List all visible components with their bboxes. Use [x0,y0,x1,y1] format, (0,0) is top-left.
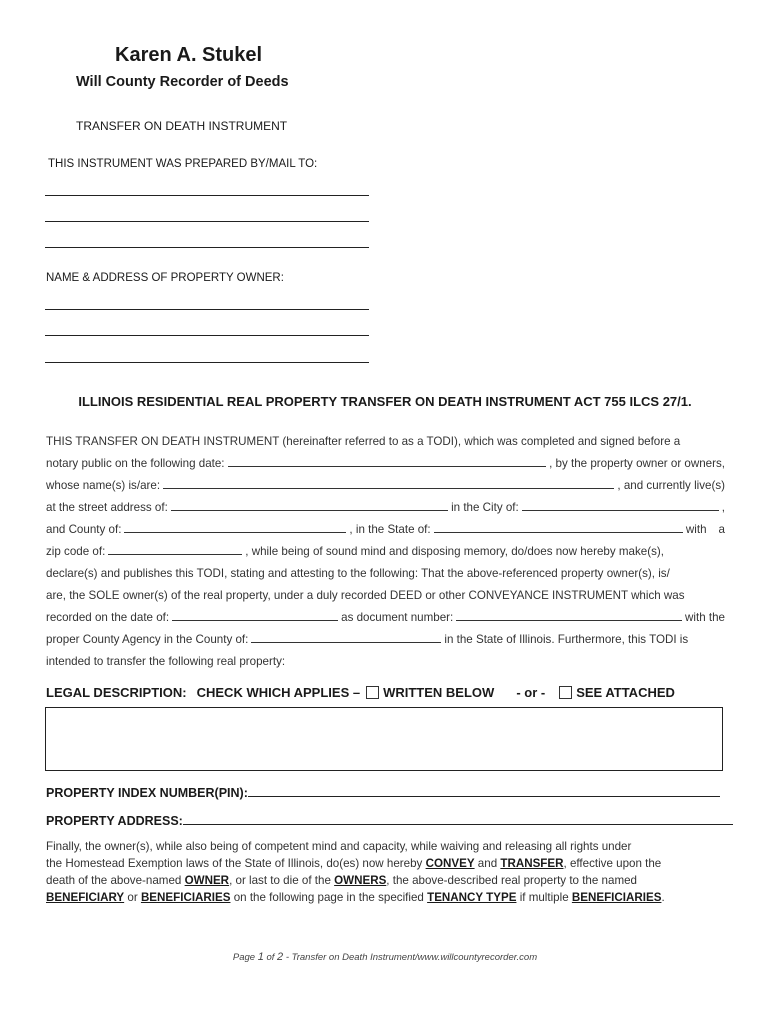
recorder-name: Karen A. Stukel [115,44,263,66]
closing-paragraph: Finally, the owner(s), while also being of competent mind and capacity, while waiving and releasing all rights under the Homestead Exemption laws of the State of Illinois, do(es) now hereby CONVEY and TRANSFER, effective upon the death of the above-named OWNER, or last to die of the OWNERS, the above-described real property to the named BENEFICIARY or BENEFICIARIES on the following page in the specified TENANCY TYPE if multiple BENEFICIARIES. [46,840,665,904]
see-attached-checkbox[interactable] [559,686,572,699]
agency-county-field[interactable] [251,642,441,643]
page-total: 2 [277,951,284,963]
pin-row [46,786,720,800]
page-number: 1 [257,951,264,963]
pin-field[interactable] [248,796,720,797]
body-line: THIS TRANSFER ON DEATH INSTRUMENT (hereinafter referred to as a TODI), which was completed and signed before a [46,435,681,448]
prepared-by-line-3[interactable] [45,247,369,248]
legal-description-box[interactable] [45,707,723,771]
recorder-office: Will County Recorder of Deeds [76,74,289,90]
owner-line-3[interactable] [45,362,369,363]
address-row [46,814,733,828]
body-line: recorded on the date of: as document number: with the [46,611,725,624]
property-owner-label: NAME & ADDRESS OF PROPERTY OWNER: [46,272,284,284]
or-separator: - or - [516,685,546,700]
prepared-by-line-2[interactable] [45,221,369,222]
property-address-field[interactable] [183,824,733,825]
page-footer: Page 1 of 2 - Transfer on Death Instrument/www.willcountyrecorder.com [232,951,538,963]
written-below-label: WRITTEN BELOW [383,685,495,700]
body-line: intended to transfer the following real property: [46,655,286,668]
county-field[interactable] [124,532,346,533]
act-title: ILLINOIS RESIDENTIAL REAL PROPERTY TRANSFER ON DEATH INSTRUMENT ACT 755 ILCS 27/1. [78,394,692,409]
owner-line-1[interactable] [45,309,369,310]
document-number-field[interactable] [456,620,682,621]
city-field[interactable] [522,510,719,511]
owner-names-field[interactable] [163,488,614,489]
pin-label: PROPERTY INDEX NUMBER(PIN): [46,786,248,800]
street-address-field[interactable] [171,510,448,511]
property-address-label: PROPERTY ADDRESS: [46,814,183,828]
body-line: at the street address of: in the City of: , [46,501,725,514]
body-line: whose name(s) is/are: , and currently live(s) [46,479,725,492]
see-attached-label: SEE ATTACHED [576,685,675,700]
owner-line-2[interactable] [45,335,369,336]
prepared-by-line-1[interactable] [45,195,369,196]
zip-code-field[interactable] [108,554,242,555]
state-field[interactable] [434,532,683,533]
body-line: notary public on the following date: , by the property owner or owners, [46,457,725,470]
body-line: and County of: , in the State of: with a [46,523,725,536]
body-line: are, the SOLE owner(s) of the real property, under a duly recorded DEED or other CONVEYANCE INSTRUMENT which was [46,589,685,602]
body-line: proper County Agency in the County of: in the State of Illinois. Furthermore, this TODI is [46,633,689,646]
legal-description-label: LEGAL DESCRIPTION: [46,685,187,700]
prepared-by-label: THIS INSTRUMENT WAS PREPARED BY/MAIL TO: [48,158,318,170]
document-type: TRANSFER ON DEATH INSTRUMENT [76,119,288,133]
written-below-checkbox[interactable] [366,686,379,699]
body-line: zip code of: , while being of sound mind and disposing memory, do/does now hereby make(s), [46,545,664,558]
recorded-date-field[interactable] [172,620,338,621]
check-which-applies-label: CHECK WHICH APPLIES – [196,685,361,700]
legal-description-row [46,685,675,700]
notary-date-field[interactable] [228,466,547,467]
body-line: declare(s) and publishes this TODI, stating and attesting to the following: That the above-referenced property owner(s), is/ [46,567,670,580]
